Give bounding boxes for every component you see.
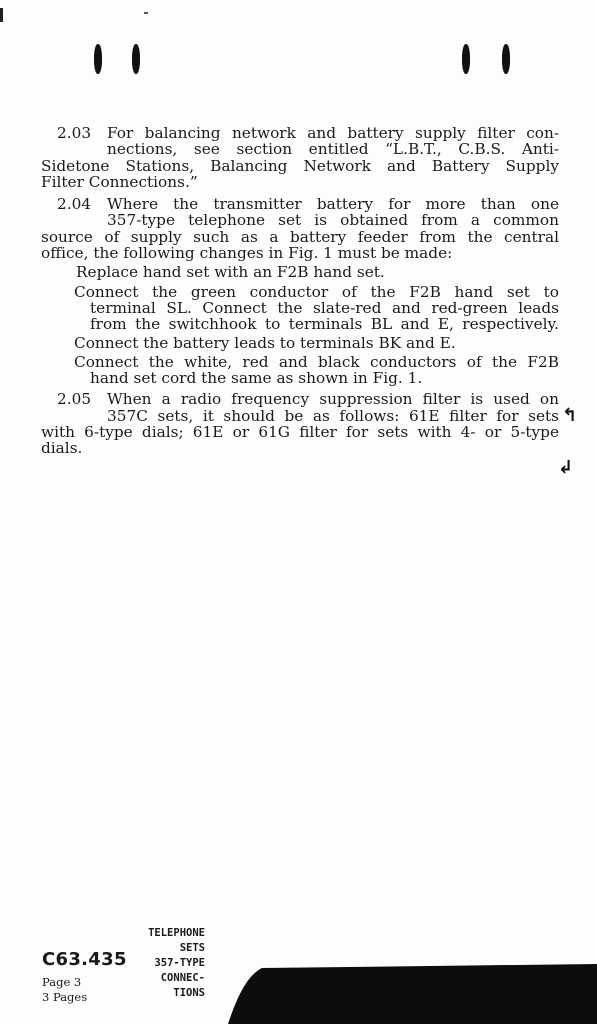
paragraph-line: office, the following changes in Fig. 1 must be made: [41,244,453,263]
paragraph-number: 2.05 [57,390,92,409]
paragraph-line: nections, see section entitled “L.B.T., C.B.S. Anti- [107,140,559,159]
step-line: Connect the white, red and black conductors of the F2B [74,352,559,371]
paragraph-line: dials. [41,439,83,458]
step-line: Connect the green conductor of the F2B hand set to [74,282,559,301]
footer-title-line: CONNEC- [160,972,205,984]
footer-title-line: TIONS [173,987,205,999]
footer-title-line: SETS [179,942,205,954]
paragraph-line: Filter Connections.” [41,172,198,191]
step-replace-handset: Replace hand set with an F2B hand set. [76,263,385,282]
footer-title-line: 357-TYPE [154,957,205,969]
paragraph-line: with 6-type dials; 61E or 61G filter for sets with 4- or 5-type [41,423,559,442]
paragraph-line: source of supply such as a battery feeder from the central [41,227,559,246]
step-line: from the switchhook to terminals BL and E, respectively. [90,315,559,334]
paragraph-line: Where the transmitter battery for more than one [107,195,559,214]
paragraph-number: 2.04 [57,195,92,214]
paragraph-line: 357C sets, it should be as follows: 61E filter for sets [107,406,559,425]
footer-title-line: TELEPHONE [148,927,205,939]
paragraph-line: For balancing network and battery supply filter con- [107,124,559,142]
step-line: hand set cord the same as shown in Fig. 1. [90,369,423,388]
step-line: terminal SL. Connect the slate-red and red-green leads [90,298,559,317]
section-code: C63.435 [42,949,127,970]
paragraph-line: When a radio frequency suppression filter is used on [107,390,559,409]
page-number: Page 3 [42,975,82,989]
change-start-icon: ↰ [562,405,578,426]
paragraph-line: 357-type telephone set is obtained from a common [107,211,559,230]
paragraph-line: Sidetone Stations, Balancing Network and Battery Supply [41,156,559,175]
change-end-icon: ↲ [558,457,574,478]
page-count: 3 Pages [42,990,88,1004]
paragraph-number: 2.03 [57,124,92,142]
step-connect-battery: Connect the battery leads to terminals BK and E. [74,333,456,352]
